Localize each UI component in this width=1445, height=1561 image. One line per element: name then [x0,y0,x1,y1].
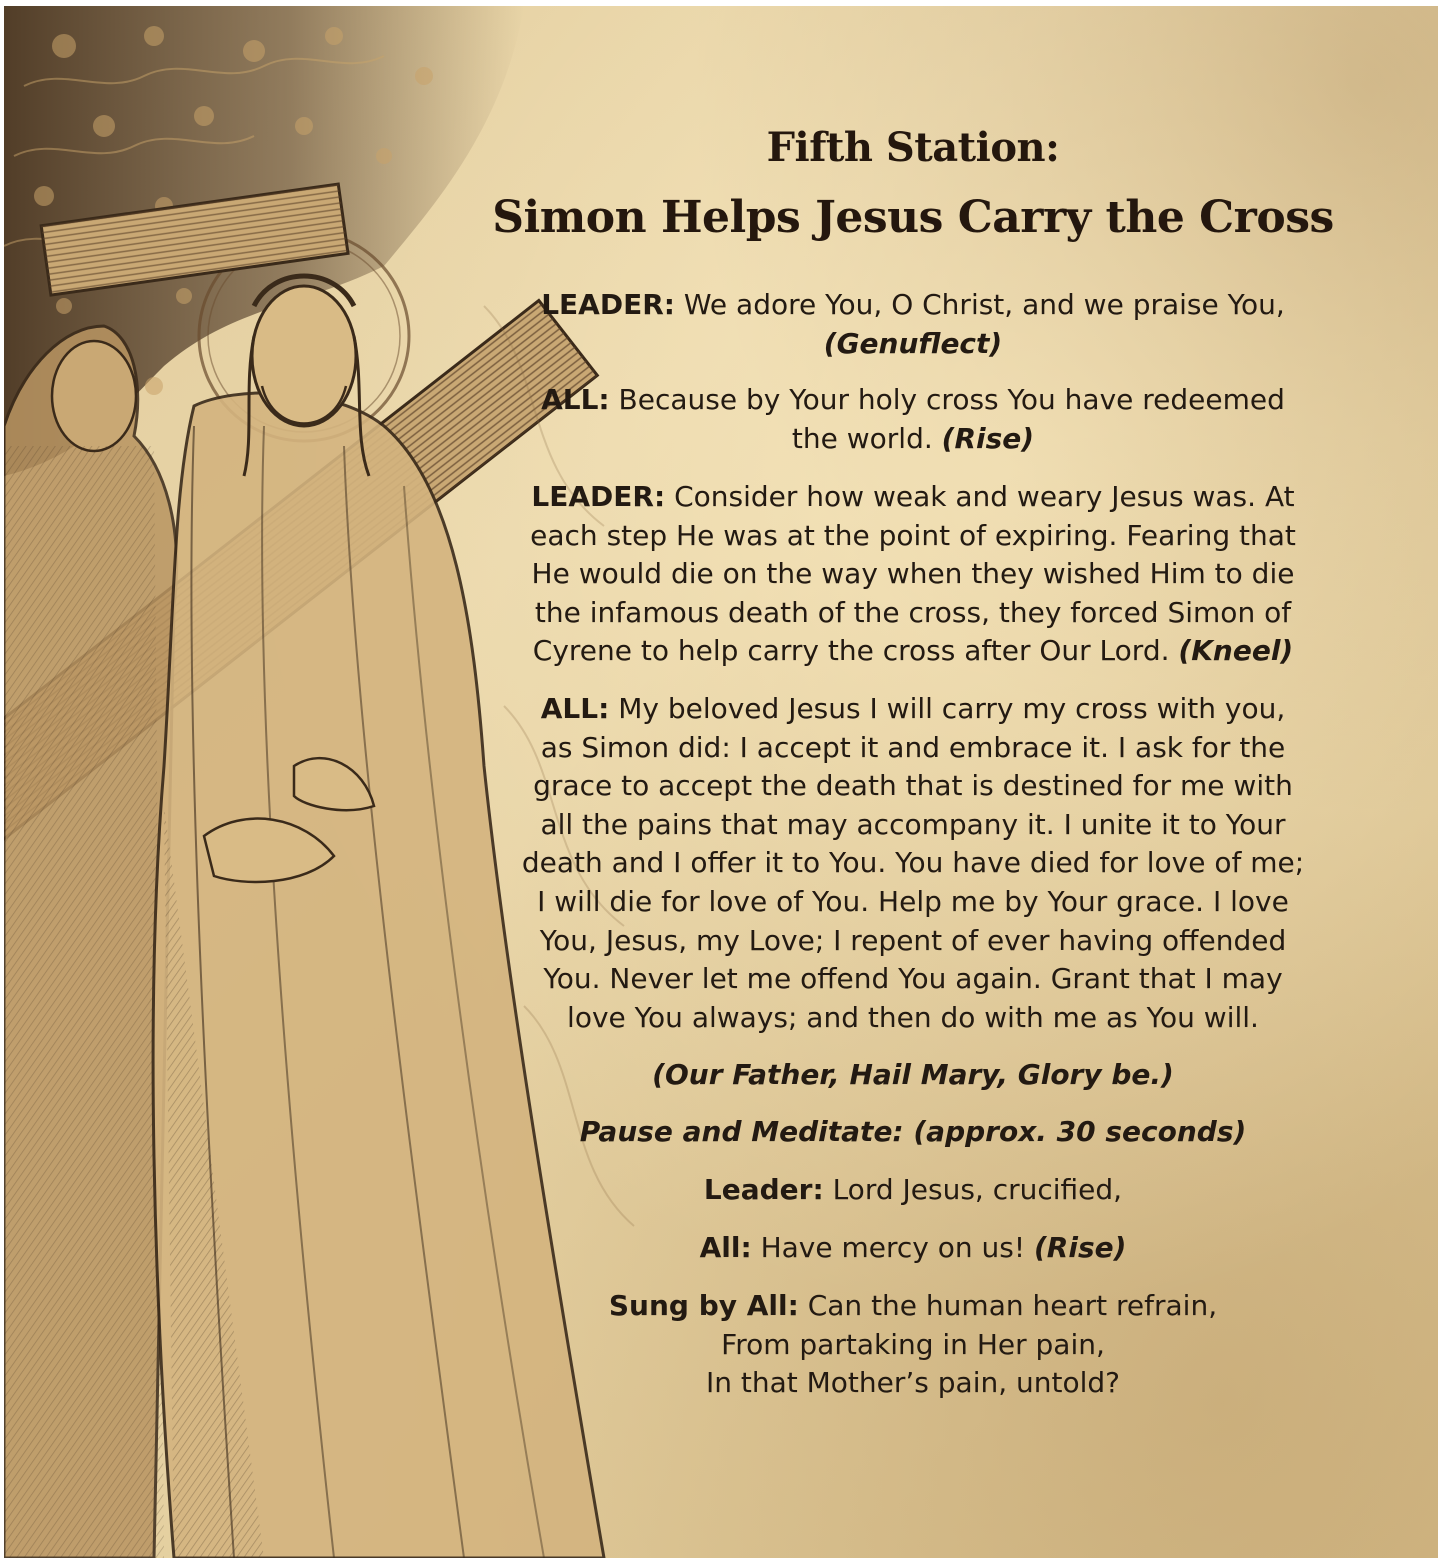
prayer-line-7: You, Jesus, my Love; I repent of ever having offended [539,923,1287,957]
station-subtitle: Simon Helps Jesus Carry the Cross [492,192,1334,243]
sung-verse [488,1287,1338,1403]
leader-invocation [488,1171,1338,1210]
leader-label: LEADER: [531,480,666,513]
sung-line-2: From partaking in Her pain, [721,1327,1105,1361]
rise-direction: (Rise) [1033,1231,1127,1264]
prayer-line-3: grace to accept the death that is destined for me with [533,769,1293,803]
all-response-text-2: the world. [791,421,933,455]
leader-invocation-text: Lord Jesus, crucified, [832,1173,1123,1206]
meditation-line-4: the infamous death of the cross, they forced Simon of [534,595,1292,629]
leader-label: Leader: [703,1173,824,1206]
prayer-line-4: all the pains that may accompany it. I unite it to Your [540,807,1286,841]
leader-versicle-text: We adore You, O Christ, and we praise You, [683,288,1285,321]
leader-meditation [488,478,1338,671]
prayer-line-5: death and I offer it to You. You have died for love of me; [521,846,1305,880]
all-label: All: [699,1231,752,1264]
prayer-line-2: as Simon did: I accept it and embrace it. I ask for the [540,730,1286,764]
prayer-line-6: I will die for love of You. Help me by Your grace. I love [537,884,1289,918]
parchment-page [4,6,1438,1558]
rise-direction: (Rise) [941,421,1035,455]
all-response-text-1: Because by Your holy cross You have redeemed [618,383,1285,416]
meditation-line-5: Cyrene to help carry the cross after Our Lord. [532,634,1170,668]
prayer-line-9: love You always; and then do with me as You will. [567,1000,1259,1034]
meditation-line-3: He would die on the way when they wished Him to die [531,557,1295,591]
all-invocation-text: Have mercy on us! [760,1231,1026,1264]
sung-line-1: Can the human heart refrain, [807,1289,1218,1322]
prayers-note: (Our Father, Hail Mary, Glory be.) [652,1058,1174,1091]
sung-label: Sung by All: [608,1289,799,1322]
meditation-line-2: each step He was at the point of expiring. Fearing that [530,518,1296,552]
leader-versicle [488,286,1338,363]
station-title: Fifth Station: [766,124,1060,171]
prayer-line-8: You. Never let me offend You again. Grant that I may [543,962,1283,996]
all-label: ALL: [541,383,610,416]
all-label: ALL: [540,692,610,725]
all-invocation [488,1229,1338,1268]
meditation-line-1: Consider how weak and weary Jesus was. At [674,480,1295,513]
prayer-line-1: My beloved Jesus I will carry my cross with you, [618,692,1286,725]
sung-line-3: In that Mother’s pain, untold? [705,1366,1121,1400]
kneel-direction: (Kneel) [1178,634,1294,668]
pause-instruction: Pause and Meditate: (approx. 30 seconds) [579,1115,1247,1148]
leader-label: LEADER: [541,288,675,321]
all-prayer [488,690,1338,1037]
all-response [488,381,1338,458]
genuflect-direction: (Genuflect) [823,326,1003,360]
